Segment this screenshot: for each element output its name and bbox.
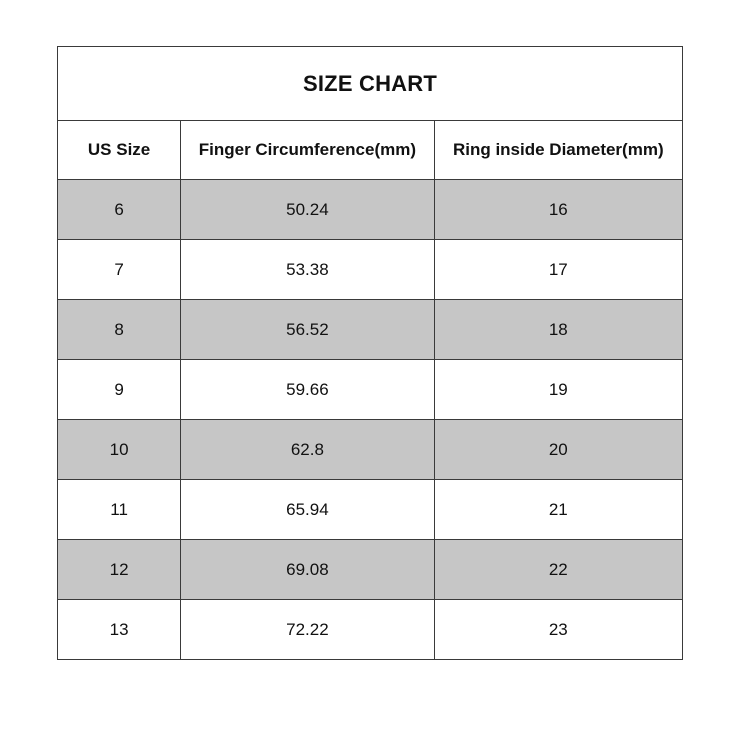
title-row	[58, 47, 683, 121]
cell-us-size: 7	[58, 240, 181, 300]
cell-finger-circumference: 69.08	[181, 540, 434, 600]
table-row	[58, 240, 683, 300]
cell-finger-circumference: 50.24	[181, 180, 434, 240]
header-ring-inside-diameter: Ring inside Diameter(mm)	[434, 121, 682, 180]
table-row	[58, 480, 683, 540]
chart-title: SIZE CHART	[58, 47, 683, 121]
cell-us-size: 12	[58, 540, 181, 600]
header-row	[58, 121, 683, 180]
cell-finger-circumference: 72.22	[181, 600, 434, 660]
size-chart-table	[57, 46, 683, 660]
cell-ring-diameter: 18	[434, 300, 682, 360]
cell-ring-diameter: 23	[434, 600, 682, 660]
cell-us-size: 10	[58, 420, 181, 480]
cell-ring-diameter: 17	[434, 240, 682, 300]
cell-ring-diameter: 19	[434, 360, 682, 420]
cell-finger-circumference: 53.38	[181, 240, 434, 300]
cell-us-size: 8	[58, 300, 181, 360]
cell-finger-circumference: 65.94	[181, 480, 434, 540]
cell-finger-circumference: 56.52	[181, 300, 434, 360]
header-us-size: US Size	[58, 121, 181, 180]
table-row	[58, 540, 683, 600]
cell-ring-diameter: 21	[434, 480, 682, 540]
table-row	[58, 420, 683, 480]
table-row	[58, 300, 683, 360]
cell-us-size: 13	[58, 600, 181, 660]
cell-us-size: 11	[58, 480, 181, 540]
cell-us-size: 6	[58, 180, 181, 240]
cell-ring-diameter: 16	[434, 180, 682, 240]
cell-us-size: 9	[58, 360, 181, 420]
table-row	[58, 600, 683, 660]
cell-finger-circumference: 59.66	[181, 360, 434, 420]
cell-ring-diameter: 20	[434, 420, 682, 480]
header-finger-circumference: Finger Circumference(mm)	[181, 121, 434, 180]
cell-finger-circumference: 62.8	[181, 420, 434, 480]
table-row	[58, 180, 683, 240]
cell-ring-diameter: 22	[434, 540, 682, 600]
table-row	[58, 360, 683, 420]
